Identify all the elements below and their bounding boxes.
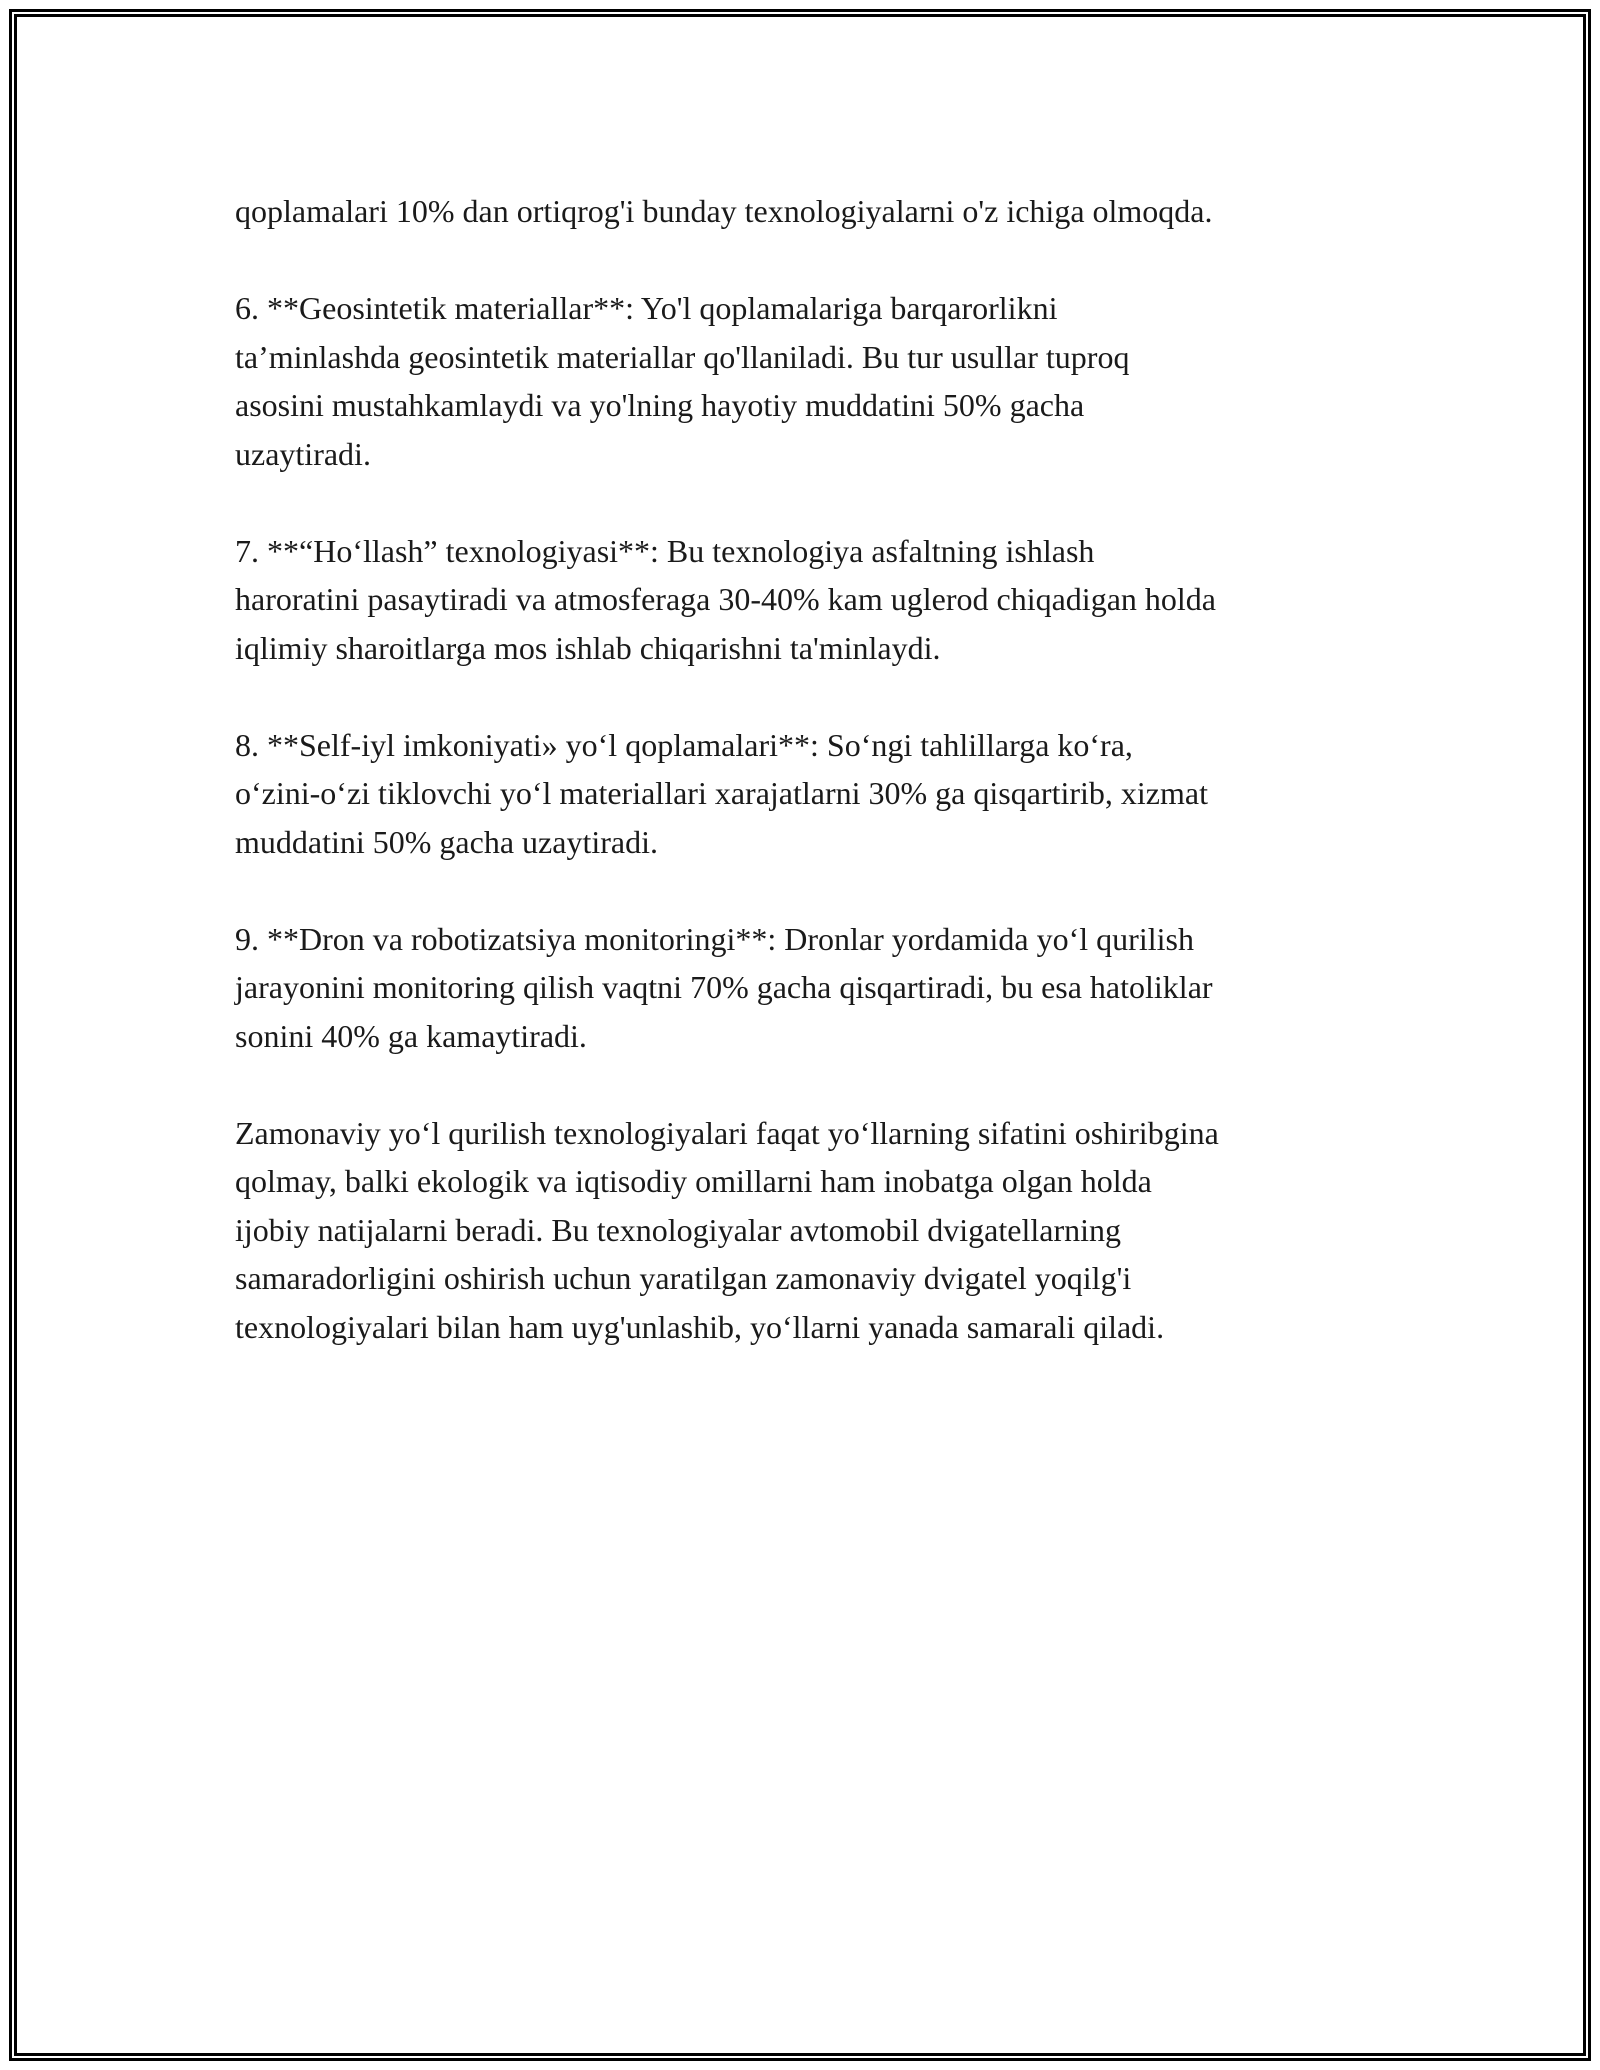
paragraph-item-9-drone-monitoring: 9. **Dron va robotizatsiya monitoringi**: Dronlar yordamida yo‘l qurilish jarayonini monitoring qilish vaqtni 70% gacha qisqartiradi, bu esa hatoliklar sonini 40% ga kamaytiradi. (235, 920, 1213, 1054)
document-body (235, 187, 1375, 1400)
paragraph-conclusion: Zamonaviy yo‘l qurilish texnologiyalari faqat yo‘llarning sifatini oshiribgina qolmay, balki ekologik va iqtisodiy omillarni ham inobatga olgan holda ijobiy natijalarni beradi. Bu texnologiyalar avtomobil dvigatellarning samaradorligini oshirish uchun yaratilgan zamonaviy dvigatel yoqilg'i texnologiyalari bilan ham uyg'unlashib, yo‘llarni yanada samarali qiladi. (235, 1114, 1219, 1345)
paragraph-item-7-wetting-technology: 7. **“Ho‘llash” texnologiyasi**: Bu texnologiya asfaltning ishlash haroratini pasaytiradi va atmosferaga 30-40% kam uglerod chiqadigan holda iqlimiy sharoitlarga mos ishlab chiqarishni ta'minlaydi. (235, 532, 1216, 666)
paragraph-intro-continuation: qoplamalari 10% dan ortiqrog'i bunday texnologiyalarni o'z ichiga olmoqda. (235, 193, 1213, 229)
paragraph-item-6-geosynthetics: 6. **Geosintetik materiallar**: Yo'l qoplamalariga barqarorlikni ta’minlashda geosintetik materiallar qo'llaniladi. Bu tur usullar tuproq asosini mustahkamlaydi va yo'lning hayotiy muddatini 50% gacha uzaytiradi. (235, 290, 1130, 472)
paragraph-item-8-self-healing: 8. **Self-iyl imkoniyati» yo‘l qoplamalari**: So‘ngi tahlillarga ko‘ra, o‘zini-o‘zi tiklovchi yo‘l materiallari xarajatlarni 30% ga qisqartirib, xizmat muddatini 50% gacha uzaytiradi. (235, 726, 1208, 860)
